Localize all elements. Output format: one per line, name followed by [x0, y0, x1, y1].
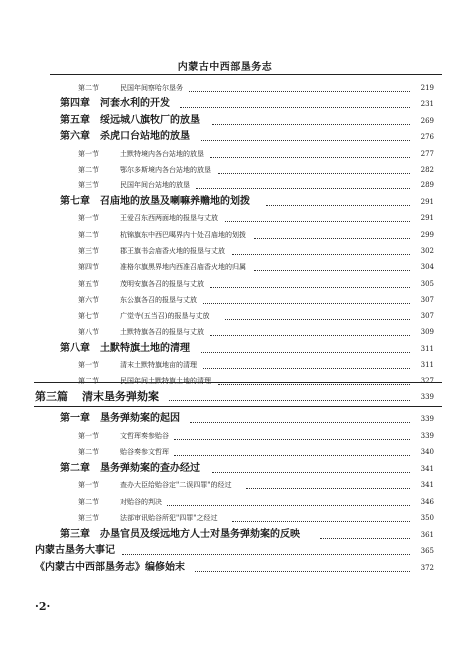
toc-entry-title: 贻谷奏参文哲珲 [120, 448, 169, 456]
toc-entry-title: 郡王旗书会庙香火地的报垦与丈放 [120, 247, 225, 255]
toc-entry[interactable] [0, 324, 450, 340]
toc-entry-label: 第三章 [60, 529, 90, 540]
toc-entry[interactable] [0, 494, 450, 510]
toc-entry-title: 文哲珲奏参贻谷 [120, 432, 169, 440]
toc-entry-title: 茂明安旗各召的报垦与丈放 [120, 280, 204, 288]
toc-entry-title: 查办大臣给贻谷定"二误四罪"的经过 [120, 481, 232, 489]
toc-entry-label: 第一节 [78, 432, 99, 440]
toc-entry-title: 法部审讯贻谷所犯"四罪"之经过 [120, 514, 218, 522]
toc-entry[interactable] [0, 389, 450, 405]
toc-entry[interactable] [0, 80, 450, 96]
toc-dot-leader [167, 497, 410, 506]
toc-dot-leader [246, 480, 410, 489]
toc-entry[interactable] [0, 373, 450, 389]
toc-entry-label: 第八章 [60, 343, 90, 354]
toc-entry-page-number: 219 [420, 84, 434, 92]
toc-entry-page-number: 311 [420, 361, 434, 369]
toc-dot-leader [180, 99, 410, 108]
toc-entry-title: 垦务弹劾案的起因 [100, 413, 180, 424]
page-number: ·2· [35, 600, 51, 613]
toc-entry-page-number: 365 [420, 547, 434, 555]
toc-entry[interactable] [0, 477, 450, 493]
toc-entry-label: 第一节 [78, 214, 99, 222]
toc-entry-title: 土默特境内各台站地的放垦 [120, 150, 204, 158]
toc-entry-label: 第三节 [78, 181, 99, 189]
toc-entry[interactable] [0, 259, 450, 275]
toc-entry-label: 第二节 [78, 448, 99, 456]
toc-entry-label: 第七章 [60, 196, 90, 207]
toc-dot-leader [210, 327, 410, 336]
toc-entry-page-number: 291 [420, 214, 434, 222]
toc-entry-page-number: 299 [420, 231, 434, 239]
toc-entry-title: 清末土默特旗地亩的清理 [120, 361, 197, 369]
toc-entry[interactable] [0, 210, 450, 226]
toc-entry-page-number: 350 [420, 514, 434, 522]
toc-entry-page-number: 309 [420, 328, 434, 336]
toc-entry-title: 办垦官员及绥远地方人士对垦务弹劾案的反映 [100, 529, 300, 540]
toc-entry-title: 内蒙古垦务大事记 [35, 545, 115, 556]
toc-dot-leader [169, 392, 410, 401]
toc-entry-title: 王爱召东西两面地的报垦与丈放 [120, 214, 218, 222]
toc-entry-label: 第七节 [78, 312, 99, 320]
toc-dot-leader [225, 311, 410, 320]
toc-dot-leader [190, 414, 410, 423]
toc-entry[interactable] [0, 428, 450, 444]
toc-entry-page-number: 339 [420, 415, 434, 423]
toc-entry[interactable] [0, 96, 450, 112]
toc-entry[interactable] [0, 113, 450, 129]
toc-entry-label: 第四章 [60, 98, 90, 109]
toc-entry-title: 广觉寺(五当召)的报垦与丈放 [120, 312, 210, 320]
toc-entry-page-number: 311 [420, 345, 434, 353]
toc-entry-page-number: 340 [420, 448, 434, 456]
toc-dot-leader [201, 132, 410, 141]
toc-entry-label: 第二节 [78, 377, 99, 385]
toc-entry-label: 第一节 [78, 150, 99, 158]
toc-dot-leader [210, 149, 410, 158]
toc-entry-title: 杀虎口台站地的放垦 [100, 131, 190, 142]
toc-entry-title: 杭锦旗东中西巴噶界内十处召庙地的划拨 [120, 231, 246, 239]
toc-entry-title: 绥远城八旗牧厂的放垦 [100, 115, 200, 126]
toc-entry-page-number: 307 [420, 312, 434, 320]
toc-dot-leader [174, 431, 410, 440]
toc-entry[interactable] [0, 194, 450, 210]
toc-dot-leader [212, 116, 410, 125]
toc-dot-leader [203, 295, 410, 304]
toc-entry-title: 《内蒙古中西部垦务志》编修始末 [35, 562, 185, 573]
toc-entry[interactable] [0, 527, 450, 543]
toc-entry-label: 第一节 [78, 481, 99, 489]
toc-entry[interactable] [0, 357, 450, 373]
toc-dot-leader [122, 546, 410, 555]
toc-dot-leader [189, 83, 410, 92]
toc-entry-page-number: 291 [420, 198, 434, 206]
toc-entry-title: 召庙地的放垦及喇嘛养赡地的划拨 [100, 196, 250, 207]
toc-dot-leader [174, 447, 410, 456]
toc-entry-title: 清末垦务弹劾案 [82, 390, 159, 403]
toc-dot-leader [254, 262, 410, 271]
toc-entry[interactable] [0, 227, 450, 243]
toc-entry-title: 民国年间土默特旗土地的清理 [120, 377, 211, 385]
toc-entry-title: 土默特旗土地的清理 [100, 343, 190, 354]
toc-entry-page-number: 304 [420, 263, 434, 271]
toc-entry-label: 第八节 [78, 328, 99, 336]
toc-entry-label: 第六节 [78, 296, 99, 304]
toc-dot-leader [201, 344, 410, 353]
toc-entry[interactable] [0, 308, 450, 324]
toc-entry-page-number: 305 [420, 280, 434, 288]
toc-entry[interactable] [0, 292, 450, 308]
toc-entry-page-number: 327 [420, 377, 434, 385]
toc-dot-leader [254, 230, 410, 239]
toc-entry-page-number: 276 [420, 133, 434, 141]
toc-entry-page-number: 339 [420, 393, 434, 401]
toc-entry-page-number: 372 [420, 564, 434, 572]
toc-entry-title: 河套水利的开发 [100, 98, 170, 109]
toc-dot-leader [212, 464, 410, 473]
toc-entry[interactable] [0, 129, 450, 145]
toc-entry-label: 第二章 [60, 463, 90, 474]
toc-entry-page-number: 341 [420, 465, 434, 473]
toc-entry-label: 第五节 [78, 280, 99, 288]
toc-entry[interactable] [0, 543, 450, 559]
toc-dot-leader [218, 376, 410, 385]
toc-dot-leader [195, 563, 410, 572]
toc-entry-title: 东公旗各召的报垦与丈放 [120, 296, 197, 304]
toc-dot-leader [266, 197, 410, 206]
toc-dot-leader [218, 165, 410, 174]
toc-entry-label: 第三篇 [35, 390, 68, 403]
toc-entry[interactable] [0, 177, 450, 193]
toc-entry-label: 第二节 [78, 231, 99, 239]
toc-entry-title: 准格尔旗黑界地内西准召庙香火地的归属 [120, 263, 246, 271]
toc-entry-label: 第一章 [60, 413, 90, 424]
toc-entry-page-number: 346 [420, 498, 434, 506]
toc-entry-label: 第三节 [78, 247, 99, 255]
toc-entry[interactable] [0, 560, 450, 576]
toc-dot-leader [225, 213, 410, 222]
toc-entry-label: 第六章 [60, 131, 90, 142]
toc-entry-page-number: 231 [420, 100, 434, 108]
toc-entry[interactable] [0, 444, 450, 460]
toc-entry-label: 第二节 [78, 84, 99, 92]
toc-entry-page-number: 341 [420, 481, 434, 489]
toc-entry-label: 第三节 [78, 514, 99, 522]
toc-entry-label: 第二节 [78, 166, 99, 174]
toc-entry-label: 第一节 [78, 361, 99, 369]
toc-entry-title: 土默特旗各召的报垦与丈放 [120, 328, 204, 336]
toc-entry-title: 民国年间察哈尔垦务 [120, 84, 183, 92]
toc-entry-page-number: 289 [420, 181, 434, 189]
toc-entry-label: 第五章 [60, 115, 90, 126]
toc-entry-title: 对贻谷的判决 [120, 498, 162, 506]
toc-entry-page-number: 339 [420, 432, 434, 440]
toc-dot-leader [320, 530, 410, 539]
toc-entry-label: 第四节 [78, 263, 99, 271]
toc-dot-leader [232, 246, 410, 255]
toc-dot-leader [210, 279, 410, 288]
toc-entry-page-number: 361 [420, 531, 434, 539]
toc-entry[interactable] [0, 461, 450, 477]
part-divider-rule [34, 406, 442, 407]
part-divider-rule [34, 382, 442, 383]
toc-entry-page-number: 269 [420, 117, 434, 125]
toc-entry[interactable] [0, 146, 450, 162]
toc-entry[interactable] [0, 276, 450, 292]
toc-entry-title: 鄂尔多斯境内各台站地的放垦 [120, 166, 211, 174]
toc-entry-page-number: 277 [420, 150, 434, 158]
toc-entry-page-number: 307 [420, 296, 434, 304]
toc-dot-leader [196, 180, 410, 189]
toc-entry-page-number: 282 [420, 166, 434, 174]
toc-entry-label: 第二节 [78, 498, 99, 506]
toc-entry[interactable] [0, 341, 450, 357]
toc-entry[interactable] [0, 243, 450, 259]
toc-entry-title: 民国年间台站地的放垦 [120, 181, 190, 189]
running-header-title: 内蒙古中西部垦务志 [177, 62, 273, 73]
toc-entry-title: 垦务弹劾案的查办经过 [100, 463, 200, 474]
toc-entry[interactable] [0, 162, 450, 178]
toc-entry[interactable] [0, 510, 450, 526]
toc-dot-leader [232, 513, 410, 522]
toc-entry[interactable] [0, 411, 450, 427]
toc-dot-leader [203, 360, 410, 369]
toc-entry-page-number: 302 [420, 247, 434, 255]
